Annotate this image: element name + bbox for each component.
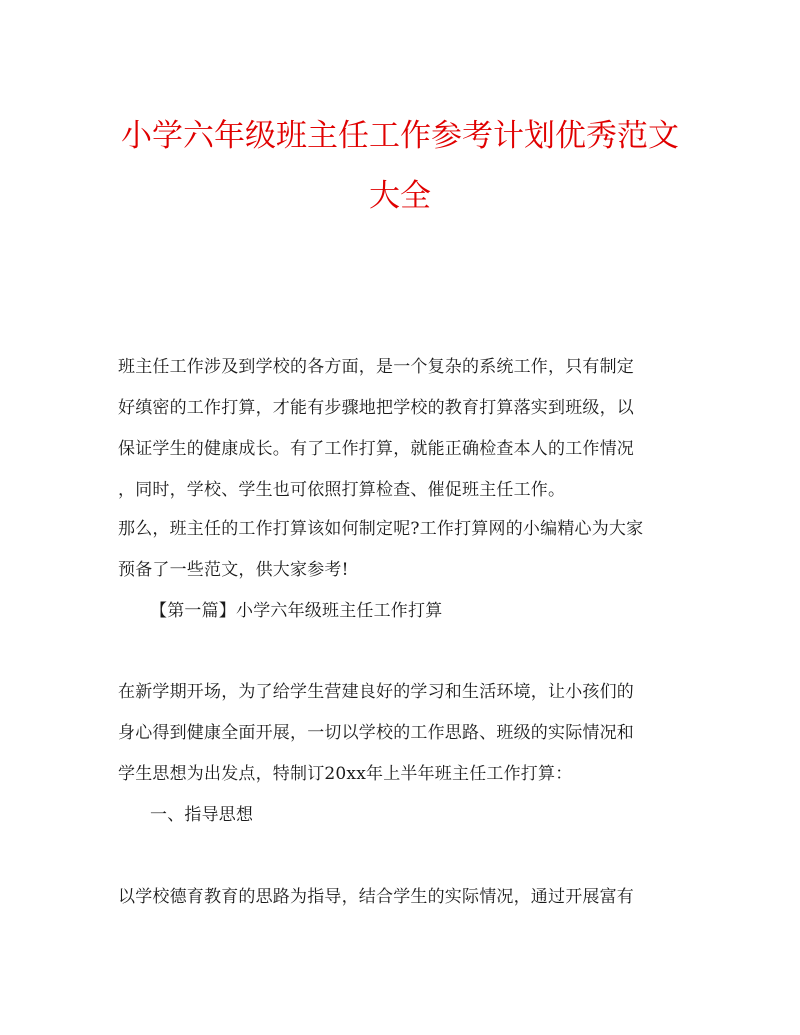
document-title-line-1: 小学六年级班主任工作参考计划优秀范文 bbox=[121, 118, 679, 154]
document-title-line-2: 大全 bbox=[369, 178, 431, 214]
intro-line-5: 那么，班主任的工作打算该如何制定呢?工作打算网的小编精心为大家 bbox=[118, 519, 644, 539]
intro-line-2: 好缜密的工作打算，才能有步骤地把学校的教育打算落实到班级，以 bbox=[118, 398, 634, 418]
subheading-guiding-thought: 一、指导思想 bbox=[150, 805, 254, 825]
intro-line-6: 预备了一些范文，供大家参考! bbox=[118, 560, 349, 580]
paragraph-1-line-2: 身心得到健康全面开展，一切以学校的工作思路、班级的实际情况和 bbox=[118, 723, 634, 743]
paragraph-1-line-1: 在新学期开场，为了给学生营建良好的学习和生活环境，让小孩们的 bbox=[118, 682, 634, 702]
intro-line-4: ，同时，学校、学生也可依照打算检查、催促班主任工作。 bbox=[118, 480, 566, 500]
intro-line-1: 班主任工作涉及到学校的各方面，是一个复杂的系统工作，只有制定 bbox=[118, 357, 634, 377]
intro-line-3: 保证学生的健康成长。有了工作打算，就能正确检查本人的工作情况 bbox=[118, 439, 634, 459]
paragraph-2-line-1: 以学校德育教育的思路为指导，结合学生的实际情况，通过开展富有 bbox=[118, 887, 634, 907]
paragraph-1-line-3: 学生思想为出发点，特制订20xx年上半年班主任工作打算： bbox=[118, 764, 573, 784]
section-heading: 【第一篇】小学六年级班主任工作打算 bbox=[150, 601, 443, 621]
